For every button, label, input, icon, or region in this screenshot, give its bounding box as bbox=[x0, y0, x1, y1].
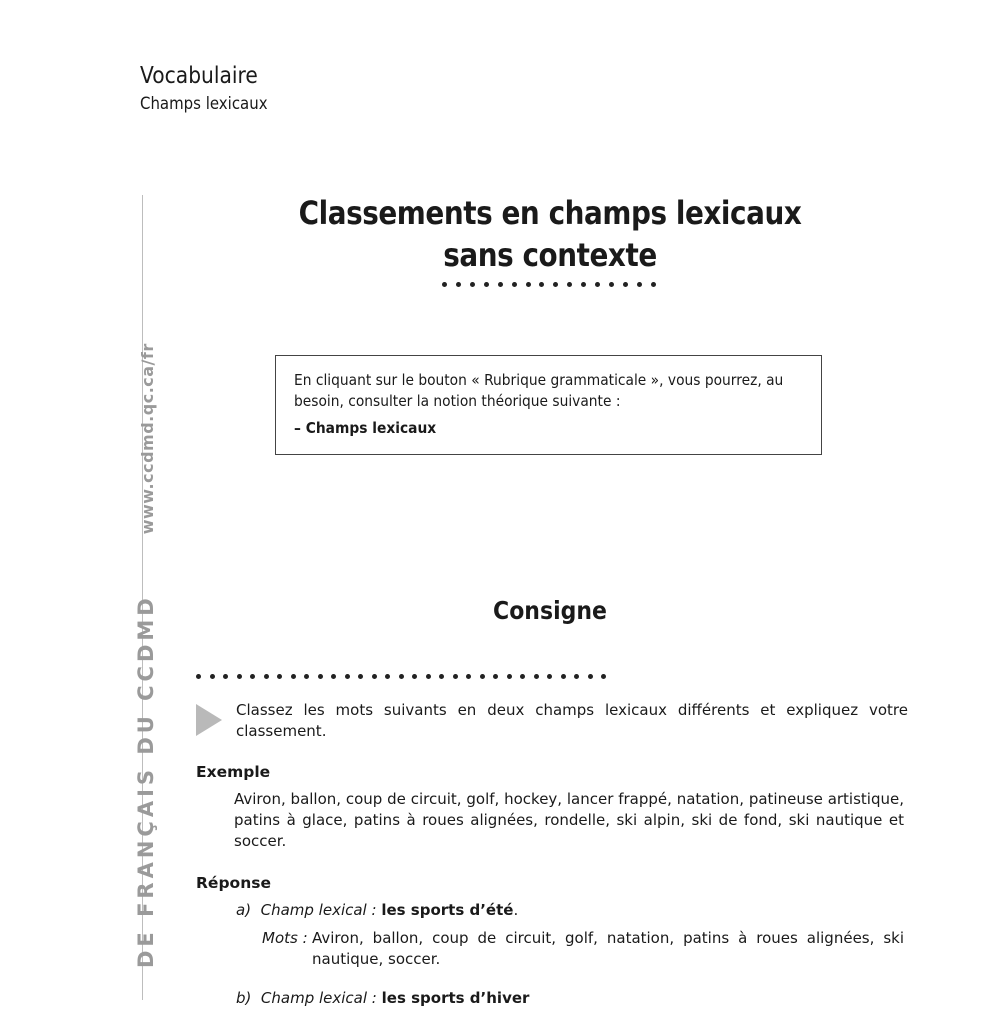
answer-a-value: les sports d’été bbox=[381, 901, 514, 919]
exemple-heading: Exemple bbox=[196, 763, 271, 781]
answer-a-line bbox=[236, 900, 518, 921]
section-label bbox=[140, 60, 285, 116]
grammar-notice-item: – Champs lexicaux bbox=[294, 419, 437, 437]
answer-b-marker: b) bbox=[236, 989, 252, 1007]
sidebar-publisher-banner bbox=[134, 343, 158, 968]
section-title: Vocabulaire bbox=[140, 63, 258, 89]
answer-a-marker: a) bbox=[236, 901, 252, 919]
section-subtitle: Champs lexicaux bbox=[140, 94, 268, 114]
page-title-line-1: Classements en champs lexicaux bbox=[298, 194, 802, 232]
grammar-notice-text: En cliquant sur le bouton « Rubrique grammaticale », vous pourrez, au besoin, consulter la notion théorique suivante : bbox=[294, 371, 784, 410]
sidebar-publisher: DE FRANÇAIS DU CCDMD bbox=[134, 594, 158, 968]
consigne-dotted-divider bbox=[196, 674, 606, 680]
exemple-text: Aviron, ballon, coup de circuit, golf, hockey, lancer frappé, natation, patineuse artistique, patins à glace, patins à roues alignées, rondelle, ski alpin, ski de fond, ski nautique et soccer. bbox=[234, 790, 904, 850]
answer-a-words-text: Aviron, ballon, coup de circuit, golf, natation, patins à roues alignées, ski nautique, soccer. bbox=[312, 929, 904, 968]
page-title bbox=[289, 192, 811, 276]
title-dotted-divider bbox=[442, 282, 656, 288]
consigne-heading: Consigne bbox=[493, 596, 607, 625]
play-arrow-icon bbox=[196, 704, 222, 736]
page-title-line-2: sans contexte bbox=[443, 236, 657, 274]
answer-b-label: Champ lexical : bbox=[260, 989, 377, 1007]
instruction-block bbox=[196, 700, 908, 742]
answer-a-label: Champ lexical : bbox=[260, 901, 377, 919]
sidebar-url: www.ccdmd.qc.ca/fr bbox=[138, 343, 157, 535]
answer-b-line bbox=[236, 988, 529, 1009]
answer-a-end: . bbox=[513, 901, 519, 919]
answer-b-value: les sports d’hiver bbox=[381, 989, 530, 1007]
grammar-notice-box bbox=[275, 355, 822, 455]
instruction-text: Classez les mots suivants en deux champs lexicaux différents et expliquez votre classement. bbox=[236, 701, 908, 740]
answer-a-words-label: Mots : bbox=[262, 929, 308, 947]
reponse-heading: Réponse bbox=[196, 874, 271, 892]
answer-a-words bbox=[262, 928, 904, 970]
